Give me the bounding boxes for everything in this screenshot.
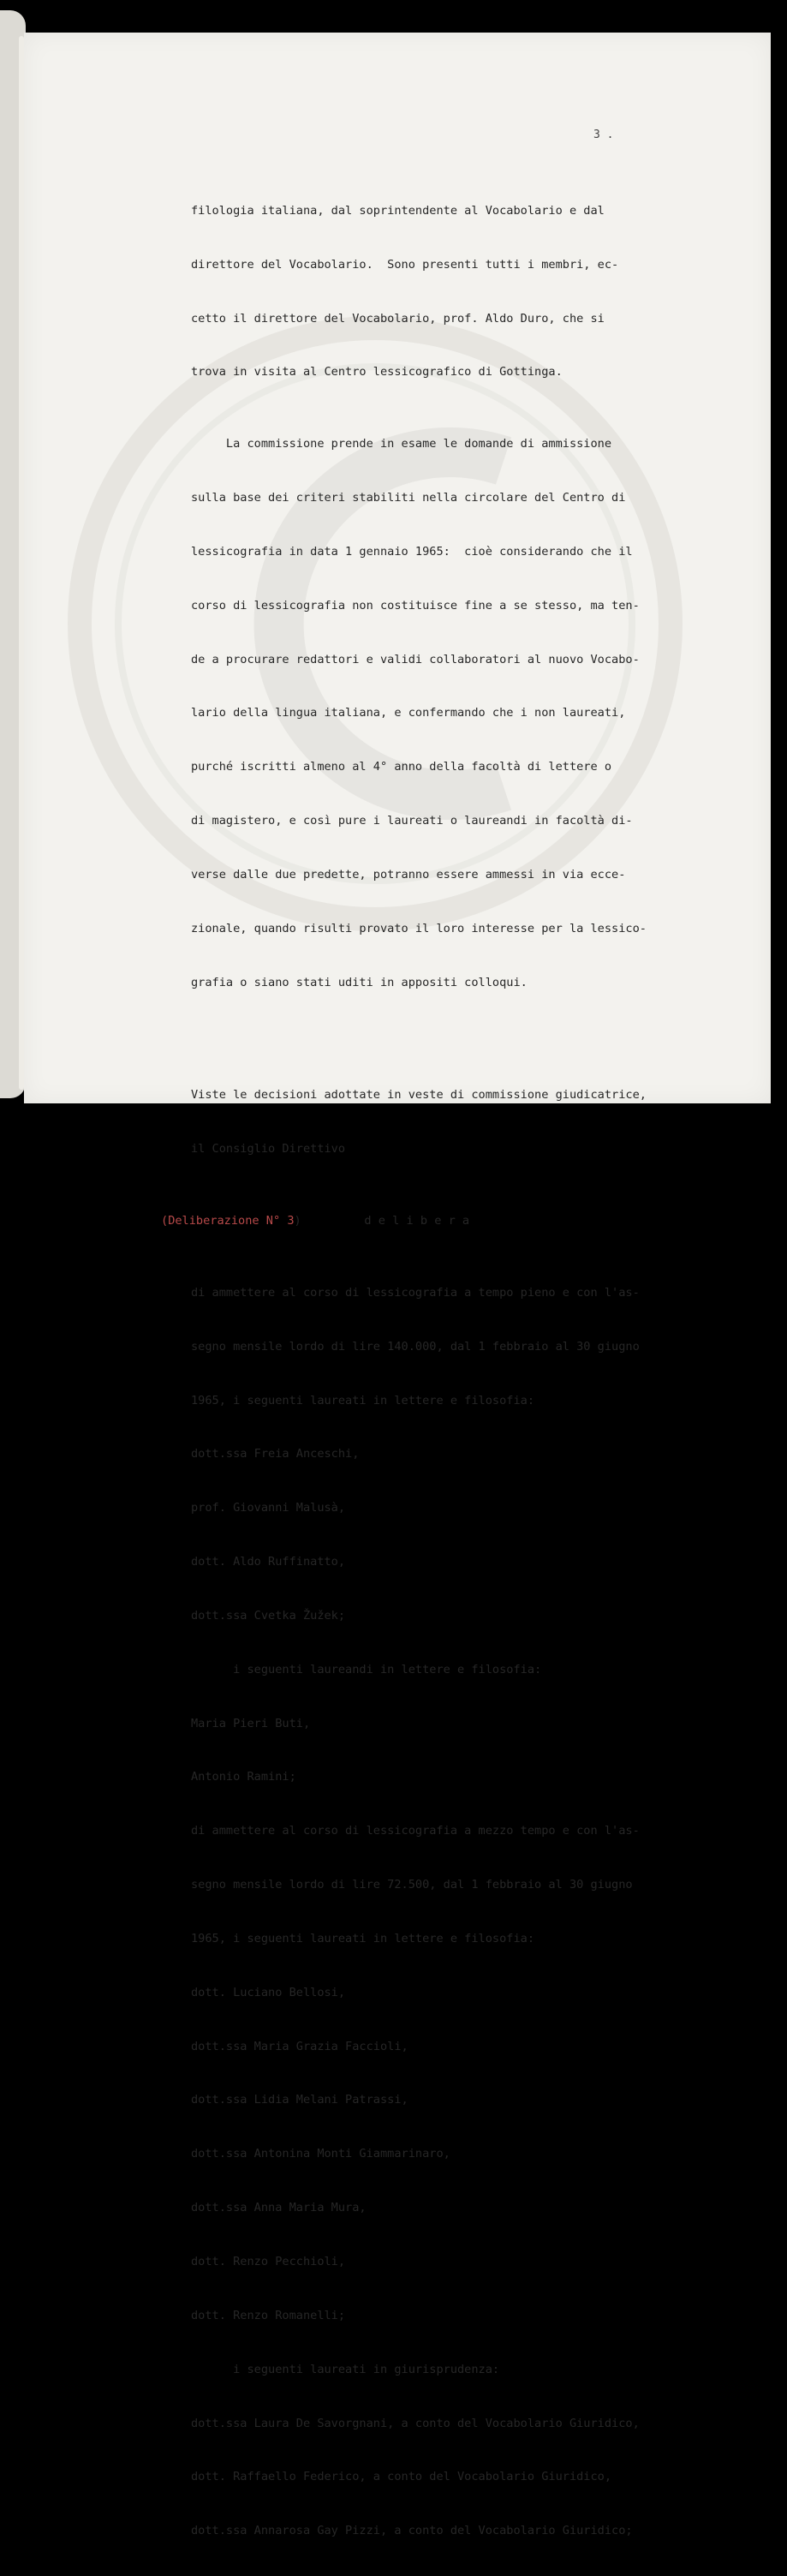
- text-line: dott. Aldo Ruffinatto,: [191, 1555, 346, 1569]
- text-line: 1965, i seguenti laureati in lettere e filosofia:: [191, 1931, 535, 1945]
- text-line: Viste le decisioni adottate in veste di commissione giudicatrice,: [191, 1088, 647, 1103]
- text-line: 1965, i seguenti laureati in lettere e filosofia:: [191, 1393, 535, 1408]
- document-body: [161, 166, 756, 2576]
- text-line: dott.ssa Laura De Savorgnani, a conto del Vocabolario Giuridico,: [191, 2416, 640, 2430]
- text-line: de a procurare redattori e validi collaboratori al nuovo Vocabo-: [191, 652, 640, 666]
- text-line: i seguenti laureandi in lettere e filosofia:: [191, 1662, 542, 1676]
- text-line: segno mensile lordo di lire 140.000, dal 1 febbraio al 30 giugno: [191, 1339, 640, 1354]
- page-number: 3 .: [593, 129, 614, 141]
- text-line: La commissione prende in esame le domande di ammissione: [191, 437, 612, 451]
- text-line: trova in visita al Centro lessicografico di Gottinga.: [191, 365, 563, 380]
- text-line: Antonio Ramini;: [191, 1770, 296, 1784]
- text-line: dott. Raffaello Federico, a conto del Vocabolario Giuridico,: [191, 2470, 612, 2484]
- delibera-word: d e l i b e r a: [364, 1214, 470, 1228]
- text-line: dott.ssa Lidia Melani Patrassi,: [191, 2093, 408, 2107]
- text-line: lessicografia in data 1 gennaio 1965: cioè considerando che il: [191, 544, 633, 559]
- text-line: dott.ssa Annarosa Gay Pizzi, a conto del Vocabolario Giuridico;: [191, 2524, 633, 2538]
- previous-page-edge: [0, 10, 26, 1098]
- text-line: di ammettere al corso di lessicografia a tempo pieno e con l'as-: [191, 1285, 640, 1300]
- text-line: prof. Giovanni Malusà,: [191, 1501, 346, 1515]
- document-page: [24, 33, 771, 2538]
- deliberation-heading-line: (Deliberazione N° 3) d e l i b e r a: [161, 1214, 470, 1228]
- text-line: dott.ssa Freia Anceschi,: [191, 1447, 360, 1461]
- text-line: il Consiglio Direttivo: [191, 1142, 346, 1157]
- text-line: filologia italiana, dal soprintendente al Vocabolario e dal: [191, 203, 605, 218]
- text-line: dott.ssa Cvetka Žužek;: [191, 1608, 346, 1623]
- deliberation-reference: Deliberazione N° 3: [168, 1214, 295, 1228]
- text-line: dott.ssa Maria Grazia Faccioli,: [191, 2039, 408, 2053]
- text-line: di ammettere al corso di lessicografia a mezzo tempo e con l'as-: [191, 1824, 640, 1838]
- text-line: dott. Renzo Romanelli;: [191, 2308, 346, 2322]
- text-line: zionale, quando risulti provato il loro interesse per la lessico-: [191, 921, 647, 935]
- text-line: dott. Luciano Bellosi,: [191, 1985, 346, 1999]
- text-line: lario della lingua italiana, e confermando che i non laureati,: [191, 706, 626, 720]
- text-line: cetto il direttore del Vocabolario, prof. Aldo Duro, che si: [191, 311, 605, 326]
- text-line: corso di lessicografia non costituisce fine a se stesso, ma ten-: [191, 598, 640, 613]
- text-line: di magistero, e così pure i laureati o laureandi in facoltà di-: [191, 814, 633, 828]
- text-line: sulla base dei criteri stabiliti nella circolare del Centro di: [191, 491, 626, 505]
- text-line: verse dalle due predette, potranno essere ammessi in via ecce-: [191, 867, 626, 882]
- text-line: purché iscritti almeno al 4° anno della facoltà di lettere o: [191, 760, 612, 774]
- text-line: segno mensile lordo di lire 72.500, dal 1 febbraio al 30 giugno: [191, 1878, 633, 1892]
- text-line: dott.ssa Antonina Monti Giammarinaro,: [191, 2147, 450, 2161]
- text-line: dott.ssa Anna Maria Mura,: [191, 2201, 367, 2215]
- text-line: i seguenti laureati in giurisprudenza:: [191, 2362, 500, 2376]
- text-line: Maria Pieri Buti,: [191, 1716, 311, 1730]
- text-line: direttore del Vocabolario. Sono presenti tutti i membri, ec-: [191, 257, 619, 272]
- text-line: grafia o siano stati uditi in appositi colloqui.: [191, 975, 528, 989]
- text-line: dott. Renzo Pecchioli,: [191, 2255, 346, 2268]
